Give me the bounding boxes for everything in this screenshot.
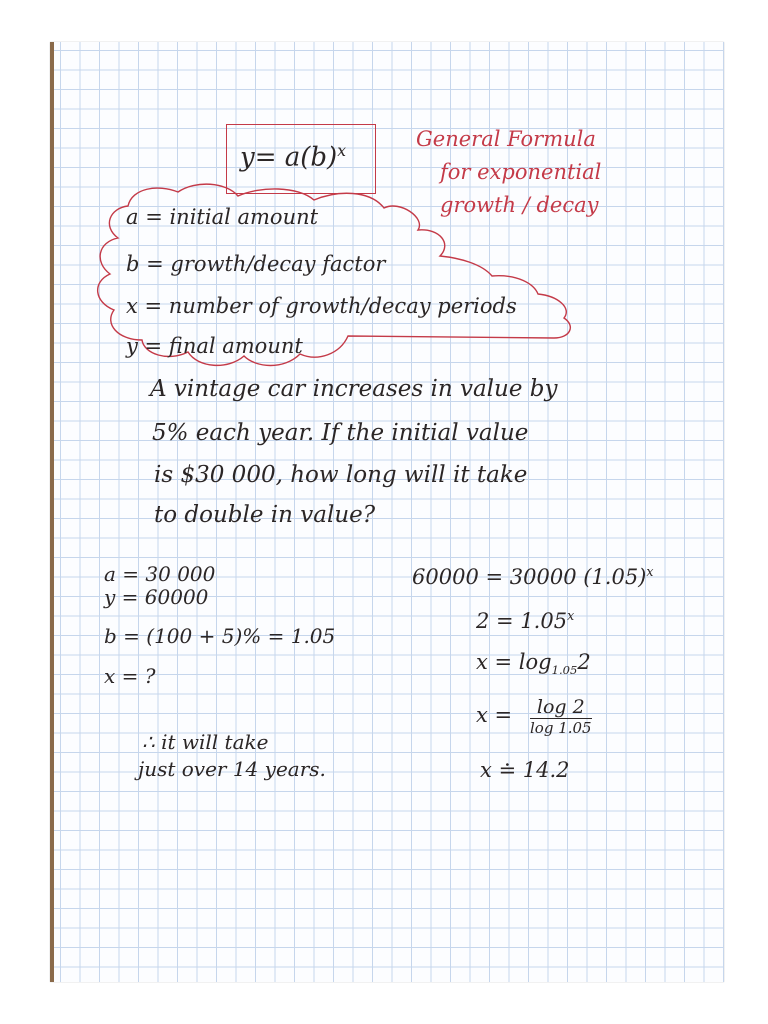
problem-line4: to double in value? bbox=[154, 502, 376, 528]
formula-rhs: a(b) bbox=[284, 142, 338, 173]
solution-step5: x ≐ 14.2 bbox=[480, 758, 570, 782]
conclusion-line2: just over 14 years. bbox=[138, 757, 326, 781]
formula-note-line2: for exponential bbox=[440, 160, 602, 184]
solution-step2-main: 2 = 1.05 bbox=[476, 609, 568, 633]
problem-line1: A vintage car increases in value by bbox=[150, 376, 558, 402]
solution-step1-exponent: x bbox=[646, 564, 654, 579]
formula-note-line1: General Formula bbox=[416, 127, 596, 151]
solution-step1-main: 60000 = 30000 (1.05) bbox=[412, 565, 647, 589]
solution-step3-base: 1.05 bbox=[551, 663, 578, 678]
fraction-numerator: log 2 bbox=[530, 696, 592, 719]
definition-x: x = number of growth/decay periods bbox=[126, 294, 517, 318]
solution-step2 bbox=[476, 608, 574, 633]
problem-line2: 5% each year. If the initial value bbox=[152, 420, 529, 446]
problem-line3: is $30 000, how long will it take bbox=[154, 462, 528, 488]
conclusion-line1: ∴ it will take bbox=[142, 730, 269, 754]
formula-note-line3: growth / decay bbox=[440, 193, 599, 217]
definition-b: b = growth/decay factor bbox=[126, 252, 386, 276]
solution-step2-exponent: x bbox=[567, 608, 575, 623]
given-b: b = (100 + 5)% = 1.05 bbox=[104, 624, 336, 648]
given-a: a = 30 000 bbox=[104, 562, 216, 586]
solution-step1 bbox=[412, 564, 653, 589]
given-y: y = 60000 bbox=[104, 585, 209, 609]
formula-eq: = bbox=[254, 142, 277, 173]
solution-step4-lhs: x = bbox=[476, 703, 513, 727]
given-x: x = ? bbox=[104, 664, 156, 688]
general-formula bbox=[240, 142, 346, 173]
formula-exponent: x bbox=[337, 142, 346, 160]
solution-step3-main: x = log bbox=[476, 650, 552, 674]
formula-lhs: y bbox=[240, 142, 255, 173]
solution-step3 bbox=[476, 650, 591, 677]
fraction-denominator: log 1.05 bbox=[530, 719, 592, 737]
solution-step3-tail: 2 bbox=[577, 650, 591, 674]
definition-a: a = initial amount bbox=[126, 205, 319, 229]
definition-y: y = final amount bbox=[126, 334, 303, 358]
solution-step4-fraction bbox=[530, 696, 592, 737]
